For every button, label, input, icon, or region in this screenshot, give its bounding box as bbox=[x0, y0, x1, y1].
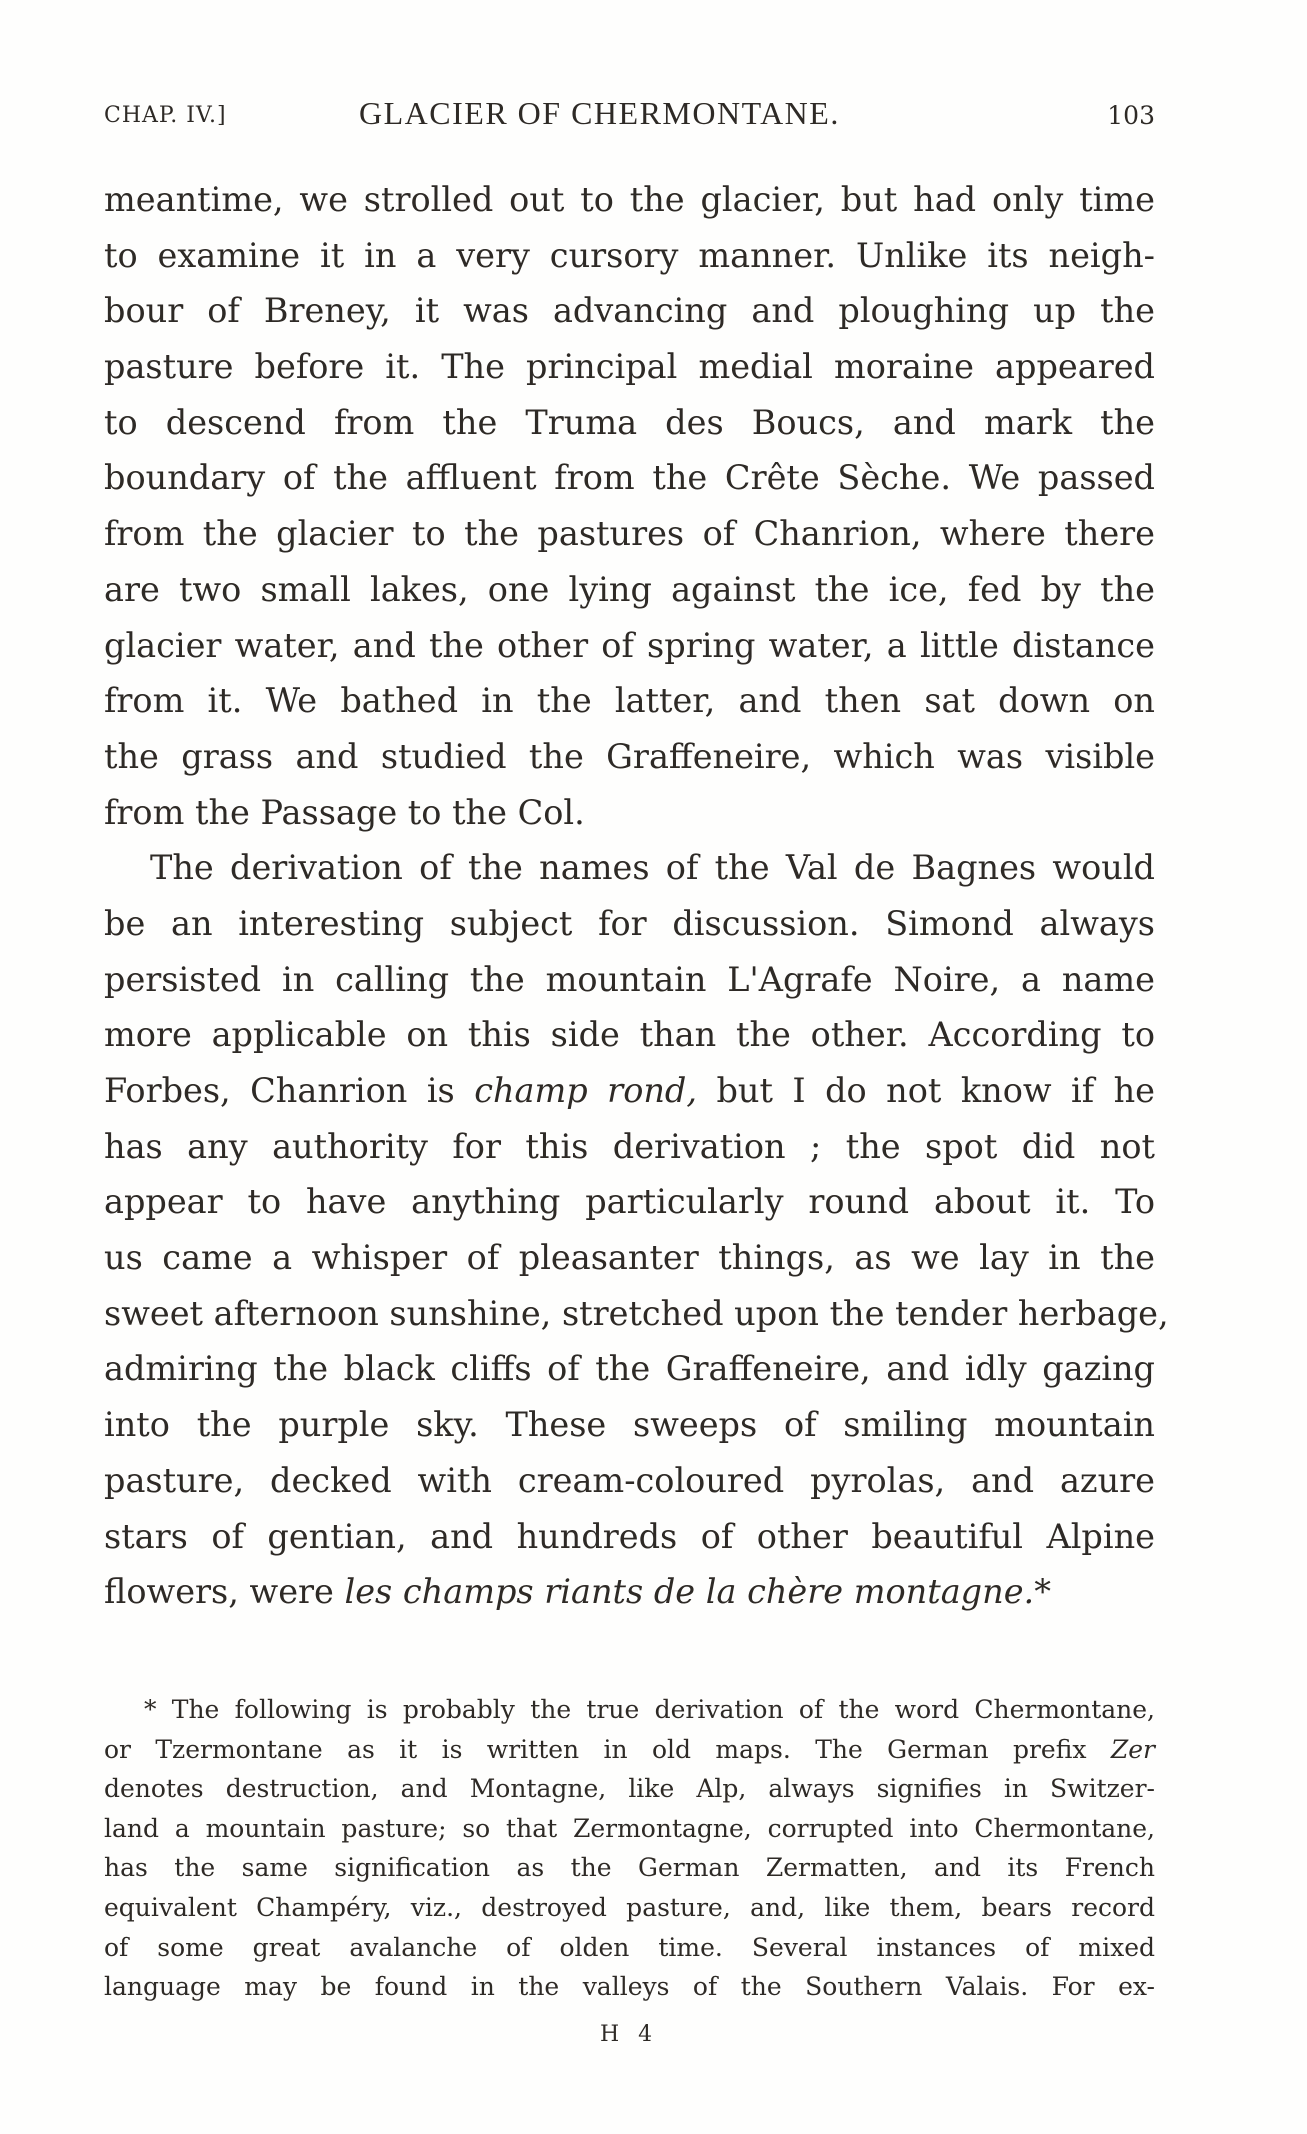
text-line: be an interesting subject for discussion. Simond always bbox=[104, 903, 1155, 943]
text-line: more applicable on this side than the other. According to bbox=[104, 1015, 1155, 1055]
text-line: appear to have anything particularly round about it. To bbox=[104, 1182, 1155, 1222]
text-line: sweet afternoon sunshine, stretched upon the tender herbage, bbox=[104, 1293, 1169, 1333]
italic-phrase: les champs riants de la chère montagne. bbox=[344, 1572, 1035, 1612]
text-line: persisted in calling the mountain L'Agrafe Noire, a name bbox=[104, 959, 1155, 999]
text-run: or Tzermontane as it is written in old maps. The German prefix bbox=[104, 1734, 1111, 1764]
italic-phrase: Zer bbox=[1110, 1734, 1155, 1764]
text-line: to examine it in a very cursory manner. Unlike its neigh- bbox=[104, 235, 1155, 275]
page-number: 103 bbox=[1107, 101, 1155, 130]
text-line-with-italic bbox=[104, 1564, 1155, 1620]
running-head bbox=[104, 95, 1155, 141]
paragraph-end-line: from the Passage to the Col. bbox=[104, 792, 585, 832]
chapter-label: CHAP. IV.] bbox=[104, 103, 227, 128]
text-line: us came a whisper of pleasanter things, as we lay in the bbox=[104, 1238, 1155, 1278]
text-line: stars of gentian, and hundreds of other beautiful Alpine bbox=[104, 1516, 1155, 1556]
text-line: to descend from the Truma des Boucs, and mark the bbox=[104, 402, 1155, 442]
text-line: from the glacier to the pastures of Chanrion, where there bbox=[104, 514, 1155, 554]
text-line: admiring the black cliffs of the Graffeneire, and idly gazing bbox=[104, 1349, 1155, 1389]
footnote-line: land a mountain pasture; so that Zermontagne, corrupted into Chermontane, bbox=[104, 1813, 1155, 1843]
footnote-line: of some great avalanche of olden time. Several instances of mixed bbox=[104, 1932, 1155, 1962]
body-text bbox=[104, 172, 1169, 1620]
text-line: pasture before it. The principal medial moraine appeared bbox=[104, 347, 1155, 387]
text-line: are two small lakes, one lying against the ice, fed by the bbox=[104, 569, 1155, 609]
footnote-line: language may be found in the valleys of the Southern Valais. For ex- bbox=[104, 1972, 1155, 2002]
text-run: Forbes, Chanrion is bbox=[104, 1071, 475, 1110]
text-line: pasture, decked with cream-coloured pyrolas, and azure bbox=[104, 1460, 1155, 1500]
footnote bbox=[104, 1690, 1155, 2007]
footnote-line: denotes destruction, and Montagne, like Alp, always signifies in Switzer- bbox=[104, 1774, 1155, 1804]
footnote-line: equivalent Champéry, viz., destroyed pasture, and, like them, bears record bbox=[104, 1892, 1155, 1922]
text-line: meantime, we strolled out to the glacier, but had only time bbox=[104, 180, 1155, 219]
footnote-line: * The following is probably the true derivation of the word Chermontane, bbox=[144, 1695, 1155, 1724]
text-line: into the purple sky. These sweeps of smiling mountain bbox=[104, 1405, 1155, 1445]
text-line: glacier water, and the other of spring water, a little distance bbox=[104, 625, 1155, 665]
footnote-marker: * bbox=[1034, 1572, 1051, 1612]
italic-phrase: champ rond, bbox=[474, 1071, 698, 1110]
page-title: GLACIER OF CHERMONTANE. bbox=[359, 95, 840, 131]
text-run: flowers, were bbox=[104, 1572, 345, 1612]
footnote-line: has the same signification as the German Zermatten, and its French bbox=[104, 1853, 1155, 1883]
text-line: has any authority for this derivation ; the spot did not bbox=[104, 1126, 1155, 1166]
text-line: bour of Breney, it was advancing and ploughing up the bbox=[104, 291, 1155, 331]
text-line: from it. We bathed in the latter, and then sat down on bbox=[104, 681, 1155, 721]
paragraph-start-line: The derivation of the names of the Val de Bagnes would bbox=[150, 848, 1155, 888]
signature-mark: H 4 bbox=[600, 2022, 659, 2047]
text-line-with-italic bbox=[104, 1063, 1155, 1119]
text-line: boundary of the affluent from the Crête Sèche. We passed bbox=[104, 458, 1155, 498]
text-line: the grass and studied the Graffeneire, which was visible bbox=[104, 736, 1155, 776]
footnote-line-with-italic bbox=[104, 1730, 1155, 1770]
text-run: but I do not know if he bbox=[697, 1071, 1155, 1110]
